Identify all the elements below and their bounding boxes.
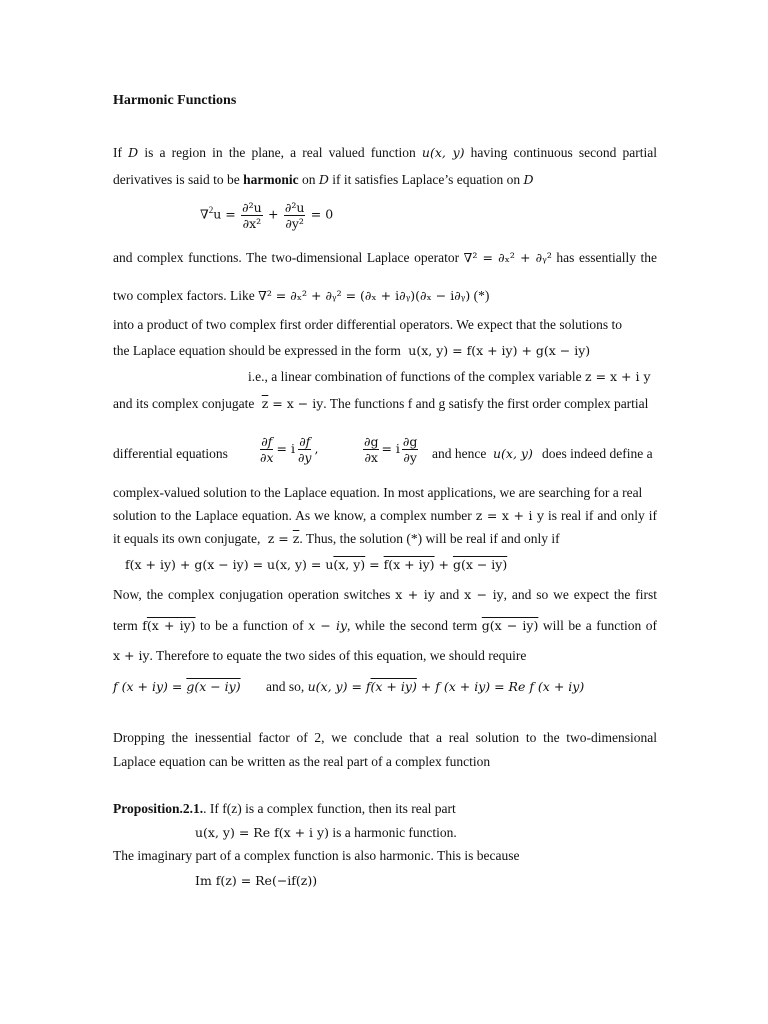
math-expression: x + iy bbox=[113, 648, 150, 663]
paragraph-line bbox=[113, 395, 657, 413]
text: on bbox=[301, 172, 316, 187]
text: it equals its own conjugate, bbox=[113, 531, 261, 546]
text: derivatives is said to be bbox=[113, 172, 240, 187]
fraction bbox=[402, 434, 418, 465]
denominator: ∂y bbox=[403, 450, 417, 465]
paragraph-line bbox=[113, 530, 657, 548]
math-expression: x − iy bbox=[464, 587, 504, 602]
text: , and so we expect the first bbox=[503, 587, 658, 602]
math-expression: u(x, y) bbox=[493, 446, 533, 461]
proposition-label: Proposition.2.1. bbox=[113, 801, 204, 816]
math-expression: f (x + iy) = bbox=[113, 679, 187, 694]
text: and so, bbox=[265, 679, 305, 694]
text: . The functions f and g satisfy the first order complex partial bbox=[323, 396, 649, 411]
math-expression: + f (x + iy) = Re f (x + iy) bbox=[416, 679, 585, 694]
text: term bbox=[113, 618, 138, 633]
fraction bbox=[284, 200, 306, 231]
math-expression: ∇² = ∂ₓ² + ∂ᵧ² = (∂ₓ + i∂ᵧ)(∂ₓ − i∂ᵧ) bbox=[258, 288, 471, 303]
paragraph-line bbox=[113, 617, 657, 635]
text: u = bbox=[213, 206, 236, 222]
text: the Laplace equation should be expressed in the form bbox=[113, 343, 401, 358]
math-symbol: D bbox=[318, 172, 329, 187]
paragraph-line: into a product of two complex first order differential operators. We expect that the solutions to bbox=[113, 317, 623, 332]
text: two complex factors. Like bbox=[113, 288, 255, 303]
math-expression: z = x + i y bbox=[585, 369, 651, 384]
text: is a region in the plane, a real valued function bbox=[144, 145, 416, 160]
overlined-expression: (x, y) bbox=[333, 557, 366, 572]
numerator: ∂²u bbox=[242, 200, 262, 215]
text: = 0 bbox=[310, 206, 334, 222]
fraction bbox=[241, 200, 263, 231]
denominator: ∂x bbox=[260, 450, 274, 465]
paragraph-line bbox=[113, 507, 657, 525]
conjugate-equation bbox=[125, 556, 507, 574]
text: = i bbox=[381, 441, 400, 456]
math-expression: u(x, y) = Re f(x + i y) bbox=[195, 825, 329, 840]
math-expression: u(x, y) = f bbox=[307, 679, 371, 694]
paragraph-line bbox=[248, 368, 658, 386]
paragraph-line: Laplace equation can be written as the real part of a complex function bbox=[113, 754, 491, 769]
paragraph-line bbox=[113, 171, 657, 189]
section-title: Harmonic Functions bbox=[113, 93, 237, 108]
proposition-line: The imaginary part of a complex function is also harmonic. This is because bbox=[113, 848, 520, 863]
text: does indeed define a bbox=[542, 446, 653, 461]
text: If bbox=[113, 145, 122, 160]
fraction bbox=[363, 434, 379, 465]
denominator: ∂x² bbox=[242, 216, 262, 231]
overlined-expression: f(x + iy) bbox=[383, 557, 435, 572]
overlined-expression: (x + iy) bbox=[370, 679, 417, 694]
denominator: ∂x bbox=[364, 450, 378, 465]
fraction bbox=[297, 434, 313, 465]
denominator: ∂y² bbox=[285, 216, 304, 231]
math-expression: z = bbox=[267, 531, 293, 546]
numerator: ∂g bbox=[402, 434, 418, 449]
paragraph-line bbox=[113, 287, 657, 305]
text: f bbox=[142, 618, 147, 633]
conjugate-z: $\overline{z}$ bbox=[292, 531, 300, 546]
numerator: ∂f bbox=[261, 434, 273, 449]
text: and complex functions. The two-dimensional Laplace operator bbox=[113, 250, 460, 265]
text: = i bbox=[276, 441, 295, 456]
paragraph-line bbox=[113, 647, 657, 665]
text: to be a function of bbox=[200, 618, 304, 633]
text: , while the second term bbox=[347, 618, 478, 633]
conjugate-z: $\overline{z}$ bbox=[261, 396, 269, 411]
text: will be a function of bbox=[542, 618, 657, 633]
requirement-equation bbox=[113, 678, 657, 696]
text: . If f(z) is a complex function, then its real part bbox=[203, 801, 456, 816]
numerator: ∂f bbox=[299, 434, 311, 449]
text: . Therefore to equate the two sides of this equation, we should require bbox=[149, 648, 527, 663]
text: having continuous second partial bbox=[470, 145, 658, 160]
text: (*) bbox=[473, 288, 490, 303]
text: and its complex conjugate bbox=[113, 396, 255, 411]
proposition-line bbox=[195, 824, 457, 842]
text: solution to the Laplace equation. As we know, a complex number bbox=[113, 508, 472, 523]
text: is real if and only if bbox=[548, 508, 658, 523]
text: has essentially the bbox=[556, 250, 657, 265]
paragraph-line bbox=[113, 144, 657, 162]
text: + bbox=[434, 557, 453, 572]
paragraph-line bbox=[113, 586, 657, 604]
math-expression: = x − iy bbox=[268, 396, 324, 411]
text: = bbox=[365, 557, 384, 572]
text: and hence bbox=[432, 446, 487, 461]
text: and bbox=[439, 587, 460, 602]
numerator: ∂g bbox=[364, 434, 379, 449]
nabla: ∇ bbox=[200, 206, 209, 222]
denominator: ∂y bbox=[297, 450, 312, 465]
text: if it satisfies Laplace’s equation on bbox=[332, 172, 521, 187]
math-expression: x + iy bbox=[395, 587, 435, 602]
text: is a harmonic function. bbox=[332, 825, 457, 840]
text: + bbox=[268, 206, 279, 222]
proposition-equation: Im f(z) = Re(−if(z)) bbox=[195, 873, 318, 888]
overlined-expression: g(x − iy) bbox=[481, 618, 539, 633]
paragraph-line: complex-valued solution to the Laplace equation. In most applications, we are searching for a real bbox=[113, 485, 643, 500]
fraction bbox=[259, 434, 275, 465]
math-expression: u(x, y) bbox=[421, 145, 465, 160]
text: differential equations bbox=[113, 446, 228, 461]
text: . Thus, the solution (*) will be real if and only if bbox=[299, 531, 560, 546]
bold-term: harmonic bbox=[243, 172, 299, 187]
overlined-expression: (x + iy) bbox=[146, 618, 196, 633]
text: i.e., a linear combination of functions of the complex variable bbox=[248, 369, 582, 384]
math-symbol: D bbox=[523, 172, 534, 187]
math-expression: x − iy bbox=[308, 618, 348, 633]
math-expression: ∇² = ∂ₓ² + ∂ᵧ² bbox=[463, 250, 552, 265]
numerator: ∂²u bbox=[284, 200, 305, 215]
paragraph-line: Dropping the inessential factor of 2, we conclude that a real solution to the two-dimensional bbox=[113, 730, 657, 745]
laplace-equation: ∇$^2$u = $\frac{\text{∂²u}}{\text{∂x²}}$ + $\frac{\text{∂²u}}{\text{∂y²}}$ = 0 bbox=[200, 200, 334, 231]
paragraph-line bbox=[113, 249, 657, 267]
math-symbol: D bbox=[128, 145, 139, 160]
proposition-line bbox=[113, 800, 657, 818]
math-expression: z = x + i y bbox=[475, 508, 545, 523]
paragraph-line bbox=[113, 342, 657, 360]
paragraph-line bbox=[113, 434, 657, 474]
text: , bbox=[314, 441, 319, 456]
text: Now, the complex conjugation operation switches bbox=[113, 587, 391, 602]
overlined-expression: g(x − iy) bbox=[452, 557, 508, 572]
overlined-expression: g(x − iy) bbox=[186, 679, 241, 694]
text: f(x + iy) + g(x − iy) = u(x, y) = u bbox=[125, 557, 334, 572]
math-expression: u(x, y) = f(x + iy) + g(x − iy) bbox=[408, 343, 591, 358]
